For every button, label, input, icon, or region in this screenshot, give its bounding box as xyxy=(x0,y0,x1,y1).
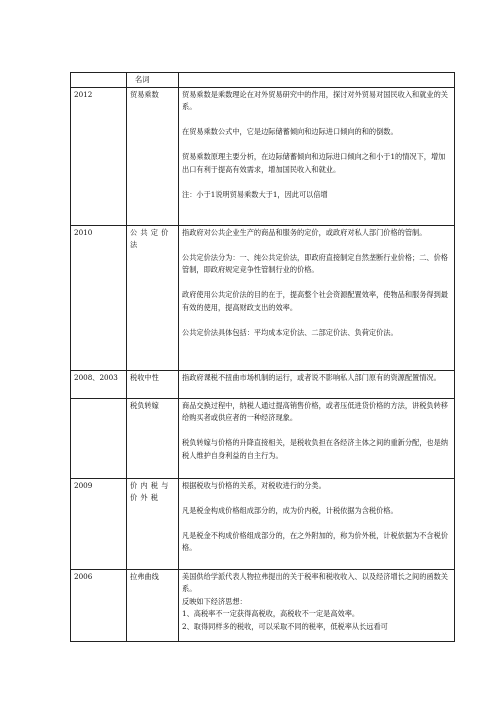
row-year: 2008、2003 xyxy=(71,370,127,398)
paragraph: 公共定价法具体包括：平均成本定价法、二部定价法、负荷定价法。 xyxy=(182,327,398,337)
table-row xyxy=(71,370,455,398)
paragraph: 税负转嫁与价格的升降直接相关，是税收负担在各经济主体之间的重新分配，也是纳税人维护自身利益的自主行为。 xyxy=(182,438,448,460)
table-row xyxy=(71,225,455,370)
header-desc xyxy=(179,73,455,88)
row-term: 公共定价法 xyxy=(127,225,179,370)
row-term: 税收中性 xyxy=(127,370,179,398)
paragraph: 美国供给学派代表人物拉弗提出的关于税率和税收收入、以及经济增长之间的函数关系。 xyxy=(182,571,448,593)
row-description xyxy=(179,225,455,370)
table-row xyxy=(71,478,455,569)
row-term: 税负转嫁 xyxy=(127,398,179,478)
paragraph: 贸易乘数是乘数理论在对外贸易研究中的作用，探讨对外贸易对国民收入和就业的关系。 xyxy=(182,89,448,111)
paragraph: 公共定价法分为：一、纯公共定价法，即政府直接制定自然垄断行业价格；二、价格管制，即政府规定竞争性管制行业的价格。 xyxy=(182,252,448,274)
row-description xyxy=(179,569,455,641)
row-year: 2009 xyxy=(71,478,127,569)
row-description xyxy=(179,398,455,478)
paragraph: 反映如下经济思想： xyxy=(182,596,247,606)
header-term: 名词 xyxy=(127,73,179,88)
paragraph: 2、取得同样多的税收，可以采取不同的税率，低税率从长远看可 xyxy=(182,621,388,631)
table-header-row xyxy=(71,73,455,88)
paragraph: 在贸易乘数公式中，它是边际储蓄倾向和边际进口倾向的和的倒数。 xyxy=(182,127,398,136)
table-row xyxy=(71,87,455,225)
paragraph: 凡是税金构成价格组成部分的，成为价内税，计税依据为含税价格。 xyxy=(182,505,398,515)
row-term: 拉弗曲线 xyxy=(127,569,179,641)
header-year xyxy=(71,73,127,88)
row-term: 价内税与价外税 xyxy=(127,478,179,569)
row-year xyxy=(71,398,127,478)
paragraph: 商品交换过程中，纳税人通过提高销售价格，或者压低进货价格的方法，讲税负转移给购买者或供应者的一种经济现象。 xyxy=(182,400,448,422)
paragraph: 根据税收与价格的关系，对税收进行的分类。 xyxy=(182,480,326,490)
paragraph: 凡是税金不构成价格组成部分的，在之外附加的，称为价外税，计税依据为不含税价格。 xyxy=(182,530,448,552)
row-description xyxy=(179,478,455,569)
paragraph: 指政府课税不扭曲市场机制的运行，或者说不影响私人部门原有的资源配置情况。 xyxy=(182,372,441,382)
paragraph: 注：小于1说明贸易乘数大于1，因此可以倍增 xyxy=(182,189,328,199)
glossary-table xyxy=(70,72,455,642)
paragraph: 指政府对公共企业生产的商品和服务的定价，或政府对私人部门价格的管制。 xyxy=(182,227,427,237)
row-description xyxy=(179,87,455,225)
table-row xyxy=(71,398,455,478)
paragraph: 政府使用公共定价法的目的在于，提高整个社会资源配置效率，使物品和服务得到最有效的使用，提高财政支出的效率。 xyxy=(182,290,448,312)
table-row xyxy=(71,569,455,641)
row-description xyxy=(179,370,455,398)
row-year: 2006 xyxy=(71,569,127,641)
paragraph: 贸易乘数原理主要分析，在边际储蓄倾向和边际进口倾向之和小于1的情况下，增加出口有利于提高有效需求，增加国民收入和就业。 xyxy=(182,152,446,174)
row-year: 2010 xyxy=(71,225,127,370)
row-year: 2012 xyxy=(71,87,127,225)
paragraph: 1、高税率不一定获得高税收，高税收不一定是高效率。 xyxy=(182,609,360,618)
row-term: 贸易乘数 xyxy=(127,87,179,225)
